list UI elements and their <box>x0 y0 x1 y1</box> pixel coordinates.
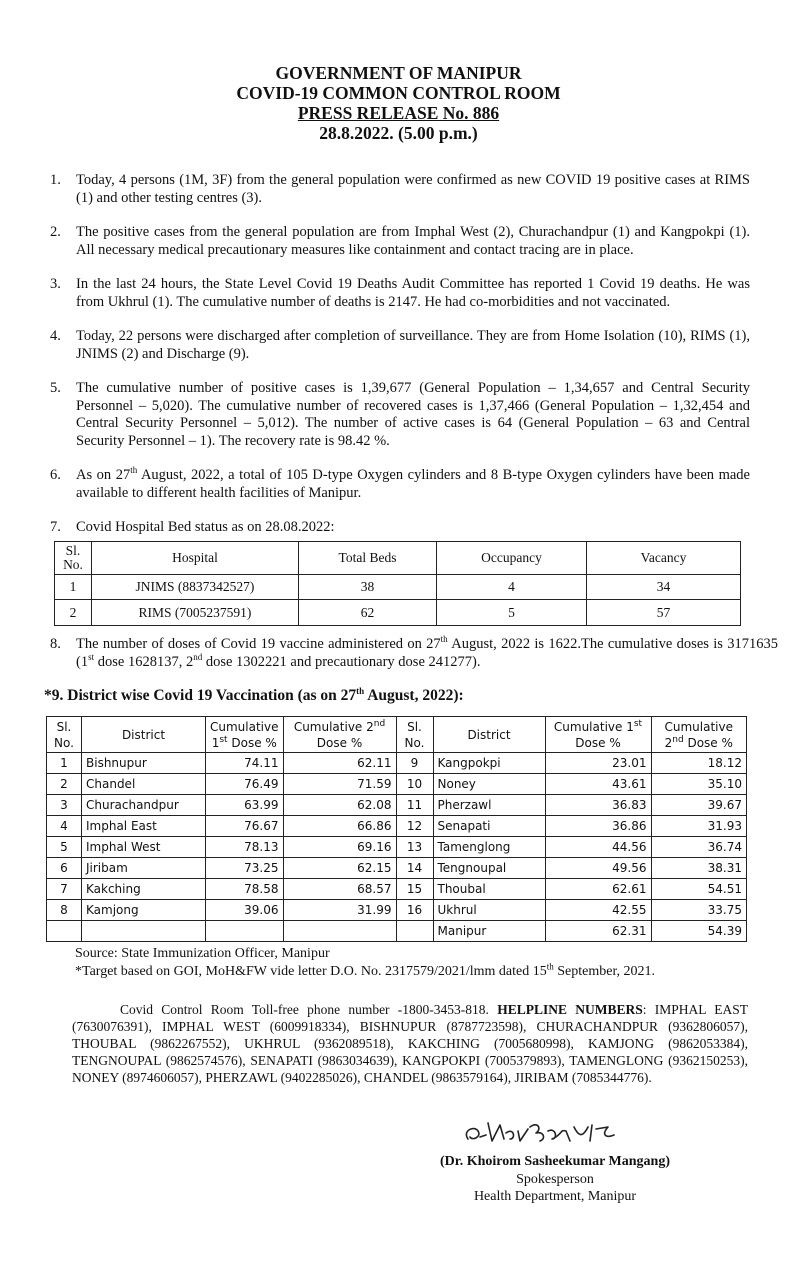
table-cell: 16 <box>396 900 433 921</box>
table-cell: Kakching <box>82 879 206 900</box>
table-cell: 1 <box>47 753 82 774</box>
table-cell: Noney <box>433 774 545 795</box>
table-cell: 39.67 <box>651 795 747 816</box>
release-date: 28.8.2022. (5.00 p.m.) <box>319 123 478 143</box>
table-cell: 33.75 <box>651 900 747 921</box>
table-cell: 13 <box>396 837 433 858</box>
table-cell: 6 <box>47 858 82 879</box>
table-cell: Churachandpur <box>82 795 206 816</box>
table-cell: 54.39 <box>651 921 747 942</box>
document-header <box>0 63 797 143</box>
table-header: Sl. No. <box>396 717 433 753</box>
list-item: 4. Today, 22 persons were discharged after completion of surveillance. They are from Home Isolation (10), RIMS (1), JNIMS (2) and Discharge (9). <box>50 328 750 362</box>
item-text: As on 27th August, 2022, a total of 105 D-type Oxygen cylinders and 8 B-type Oxygen cylinders have been made available to different health facilities of Manipur. <box>76 465 750 501</box>
table-cell: 12 <box>396 816 433 837</box>
table-header: Cumulative 2nd Dose % <box>283 717 396 753</box>
table-cell: 7 <box>47 879 82 900</box>
table-cell <box>206 921 284 942</box>
list-item: 3. In the last 24 hours, the State Level Covid 19 Deaths Audit Committee has reported 1 Covid 19 deaths. He was from Ukhrul (1). The cumulative number of deaths is 2147. He had co-morbidities and not vaccinated. <box>50 276 750 310</box>
list-item: 5. The cumulative number of positive cases is 1,39,677 (General Population – 1,34,657 and Central Security Personnel – 5,020). The cumulative number of recovered cases is 1,37,466 (General Population – 1,32,454 and Central Security Personnel – 5,012). The number of active cases is 64 (General Population – 63 and Central Security Personnel – 1). The recovery rate is 98.42 %. <box>50 380 750 449</box>
table-row <box>47 753 747 774</box>
vaccination-section-title: *9. District wise Covid 19 Vaccination (as on 27th August, 2022): <box>44 685 464 704</box>
list-item: 7. Covid Hospital Bed status as on 28.08.2022: <box>50 519 335 535</box>
table-cell: Kamjong <box>82 900 206 921</box>
vaccination-table <box>46 716 747 942</box>
signatory-department: Health Department, Manipur <box>473 1189 637 1204</box>
government-title: GOVERNMENT OF MANIPUR <box>275 63 522 83</box>
bed-status-table <box>54 541 741 626</box>
table-row <box>47 900 747 921</box>
table-header: District <box>433 717 545 753</box>
table-cell <box>396 921 433 942</box>
item-text: The positive cases from the general population are from Imphal West (2), Churachandpur (1) and Kangpokpi (1). All necessary medical precautionary measures like containment and contact tracing are in place. <box>76 224 750 258</box>
list-item: 6. As on 27th August, 2022, a total of 105 D-type Oxygen cylinders and 8 B-type Oxygen cylinders have been made available to different health facilities of Manipur. <box>50 465 750 501</box>
table-header: Cumulative 1st Dose % <box>545 717 651 753</box>
table-header: Total Beds <box>299 542 437 575</box>
table-cell: Imphal West <box>82 837 206 858</box>
table-row <box>47 774 747 795</box>
table-cell: Tamenglong <box>433 837 545 858</box>
table-cell: 62.31 <box>545 921 651 942</box>
table-header: Occupancy <box>437 542 587 575</box>
table-cell: 68.57 <box>283 879 396 900</box>
table-cell: 8 <box>47 900 82 921</box>
table-cell: Pherzawl <box>433 795 545 816</box>
table-cell: 74.11 <box>206 753 284 774</box>
table-cell: Kangpokpi <box>433 753 545 774</box>
table-cell: Jiribam <box>82 858 206 879</box>
signatory-block <box>420 1153 690 1206</box>
table-cell: Senapati <box>433 816 545 837</box>
table-row: 1 JNIMS (8837342527) 38 4 34 <box>55 575 741 600</box>
table-cell: 5 <box>47 837 82 858</box>
table-cell: Chandel <box>82 774 206 795</box>
table-cell: 43.61 <box>545 774 651 795</box>
table-cell: 15 <box>396 879 433 900</box>
table-header: Cumulative 1st Dose % <box>206 717 284 753</box>
table-cell: 36.83 <box>545 795 651 816</box>
table-header: Sl. No. <box>55 542 92 575</box>
table-cell: 44.56 <box>545 837 651 858</box>
table-cell: Bishnupur <box>82 753 206 774</box>
press-release-items <box>48 172 750 537</box>
table-row <box>47 879 747 900</box>
item-text: In the last 24 hours, the State Level Covid 19 Deaths Audit Committee has reported 1 Covid 19 deaths. He was from Ukhrul (1). The cumulative number of deaths is 2147. He had co-morbidities and not vaccinated. <box>76 276 750 310</box>
table-header: Sl. No. <box>47 717 82 753</box>
table-row <box>47 921 747 942</box>
table-header: Vacancy <box>587 542 741 575</box>
table-cell: 62.11 <box>283 753 396 774</box>
table-cell: Manipur <box>433 921 545 942</box>
table-cell: 71.59 <box>283 774 396 795</box>
table-cell: Thoubal <box>433 879 545 900</box>
table-cell: 62.61 <box>545 879 651 900</box>
table-cell: Tengnoupal <box>433 858 545 879</box>
table-cell: 66.86 <box>283 816 396 837</box>
table-cell: Ukhrul <box>433 900 545 921</box>
handwritten-signature <box>458 1117 638 1153</box>
table-cell: 42.55 <box>545 900 651 921</box>
table-cell: 4 <box>47 816 82 837</box>
table-cell: 11 <box>396 795 433 816</box>
table-cell: 69.16 <box>283 837 396 858</box>
table-cell: 14 <box>396 858 433 879</box>
table-cell: 73.25 <box>206 858 284 879</box>
table-row <box>47 795 747 816</box>
table-cell: 36.86 <box>545 816 651 837</box>
item-text: The number of doses of Covid 19 vaccine administered on 27th August, 2022 is 1622.The cumulative doses is 3171635 (1st dose 1628137, 2nd dose 1302221 and precautionary dose 241277). <box>76 634 778 670</box>
table-cell: 76.49 <box>206 774 284 795</box>
source-note: Source: State Immunization Officer, Manipur *Target based on GOI, MoH&FW vide letter D.O. No. 2317579/2021/lmm dated 15th September, 2021. <box>75 946 656 979</box>
table-cell: 18.12 <box>651 753 747 774</box>
table-cell: Imphal East <box>82 816 206 837</box>
table-cell: 10 <box>396 774 433 795</box>
table-cell: 31.93 <box>651 816 747 837</box>
item-text: Covid Hospital Bed status as on 28.08.2022: <box>76 519 335 535</box>
table-cell: 62.08 <box>283 795 396 816</box>
list-item: 2. The positive cases from the general population are from Imphal West (2), Churachandpur (1) and Kangpokpi (1). All necessary medical precautionary measures like containment and contact tracing are in place. <box>50 224 750 258</box>
table-cell: 78.58 <box>206 879 284 900</box>
table-cell: 31.99 <box>283 900 396 921</box>
press-release-number: PRESS RELEASE No. 886 <box>297 103 500 123</box>
list-item: 1. Today, 4 persons (1M, 3F) from the general population were confirmed as new COVID 19 positive cases at RIMS (1) and other testing centres (3). <box>50 172 750 206</box>
table-cell: 36.74 <box>651 837 747 858</box>
control-room-title: COVID-19 COMMON CONTROL ROOM <box>236 83 561 103</box>
table-cell: 23.01 <box>545 753 651 774</box>
table-cell: 78.13 <box>206 837 284 858</box>
table-cell: 62.15 <box>283 858 396 879</box>
table-header: Hospital <box>92 542 299 575</box>
table-row: 2 RIMS (7005237591) 62 5 57 <box>55 600 741 626</box>
table-cell <box>47 921 82 942</box>
table-header: District <box>82 717 206 753</box>
list-item: 8. The number of doses of Covid 19 vaccine administered on 27th August, 2022 is 1622.The cumulative doses is 3171635 (1st dose 1628137, 2nd dose 1302221 and precautionary dose 241277). <box>50 634 778 670</box>
table-cell: 54.51 <box>651 879 747 900</box>
table-cell: 63.99 <box>206 795 284 816</box>
table-cell: 38.31 <box>651 858 747 879</box>
helpline-numbers: Covid Control Room Toll-free phone number -1800-3453-818. HELPLINE NUMBERS: IMPHAL EAST (7630076391), IMPHAL WEST (6009918334), BISHNUPUR (8787723598), CHURACHANDPUR (9362806057), THOUBAL (9862267552), UKHRUL (9362089518), KAKCHING (7005680998), KAMJONG (9862053384), TENGNOUPAL (9862574576), SENAPATI (9863034639), KANGPOKPI (7005379893), TAMENGLONG (9362150253), NONEY (8974606057), PHERZAWL (9402285026), CHANDEL (9863579164), JIRIBAM (7085344776). <box>72 1002 748 1085</box>
table-cell: 76.67 <box>206 816 284 837</box>
table-header: Cumulative 2nd Dose % <box>651 717 747 753</box>
table-cell: 39.06 <box>206 900 284 921</box>
signatory-title: Spokesperson <box>516 1171 594 1187</box>
table-cell: 3 <box>47 795 82 816</box>
item-text: The cumulative number of positive cases is 1,39,677 (General Population – 1,34,657 and Central Security Personnel – 5,020). The cumulative number of recovered cases is 1,37,466 (General Population – 1,32,454 and Central Security Personnel – 5,012). The number of active cases is 64 (General Population – 63 and Central Security Personnel – 1). The recovery rate is 98.42 %. <box>76 380 750 449</box>
table-cell <box>283 921 396 942</box>
table-row <box>47 858 747 879</box>
table-cell: 9 <box>396 753 433 774</box>
table-row <box>47 837 747 858</box>
item-text: Today, 22 persons were discharged after completion of surveillance. They are from Home Isolation (10), RIMS (1), JNIMS (2) and Discharge (9). <box>76 328 750 362</box>
table-cell: 2 <box>47 774 82 795</box>
item-text: Today, 4 persons (1M, 3F) from the general population were confirmed as new COVID 19 positive cases at RIMS (1) and other testing centres (3). <box>76 172 750 206</box>
table-row <box>47 816 747 837</box>
table-cell: 35.10 <box>651 774 747 795</box>
table-cell: 49.56 <box>545 858 651 879</box>
table-cell <box>82 921 206 942</box>
signatory-name: (Dr. Khoirom Sasheekumar Mangang) <box>440 1154 670 1169</box>
